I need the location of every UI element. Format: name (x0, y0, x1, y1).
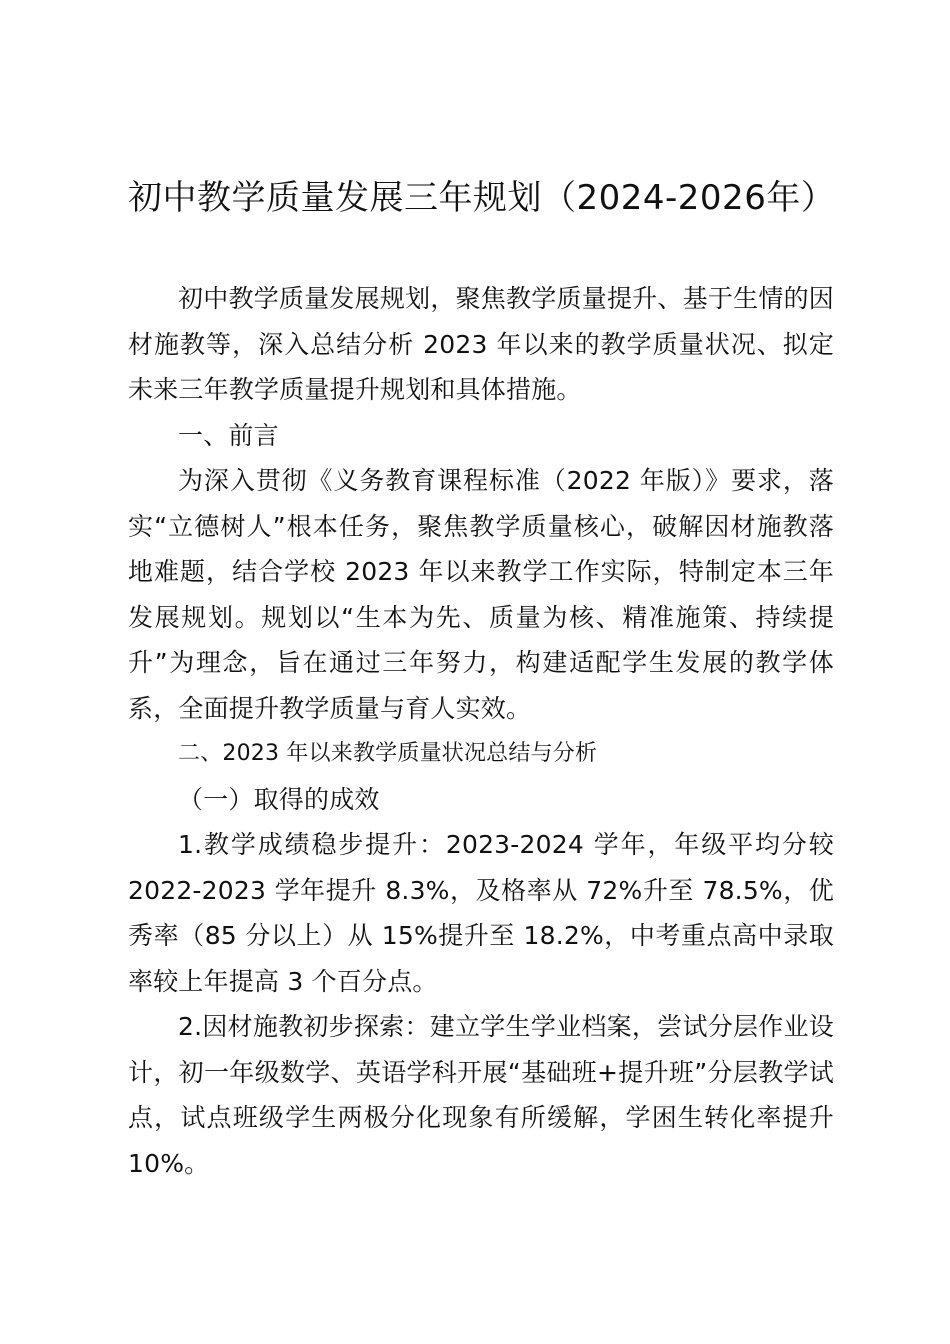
achievement-item-2: 2.因材施教初步探索：建立学生学业档案，尝试分层作业设计，初一年级数学、英语学科开展“基础班+提升班”分层教学试点，试点班级学生两极分化现象有所缓解，学困生转化率提升 10%。 (128, 1012, 834, 1178)
subsection-heading-achievements: （一）取得的成效 (178, 784, 380, 814)
section-heading-summary: 二、2023 年以来教学质量状况总结与分析 (178, 741, 598, 766)
document-body (128, 276, 834, 1186)
document-title: 初中教学质量发展三年规划（2024-2026年） (128, 178, 836, 218)
section-heading-preface: 一、前言 (178, 420, 279, 450)
intro-paragraph: 初中教学质量发展规划，聚焦教学质量提升、基于生情的因材施教等，深入总结分析 2023 年以来的教学质量状况、拟定未来三年教学质量提升规划和具体措施。 (128, 284, 834, 404)
achievement-item-1: 1.教学成绩稳步提升：2023-2024 学年，年级平均分较 2022-2023 学年提升 8.3%，及格率从 72%升至 78.5%，优秀率（85 分以上）从 15%提升至 18.2%，中考重点高中录取率较上年提高 3 个百分点。 (128, 830, 834, 996)
preface-paragraph: 为深入贯彻《义务教育课程标准（2022 年版）》要求，落实“立德树人”根本任务，聚焦教学质量核心，破解因材施教落地难题，结合学校 2023 年以来教学工作实际，特制定本三年发展规划。规划以“生本为先、质量为核、精准施策、持续提升”为理念，旨在通过三年努力，构建适配学生发展的教学体系，全面提升教学质量与育人实效。 (128, 466, 834, 723)
